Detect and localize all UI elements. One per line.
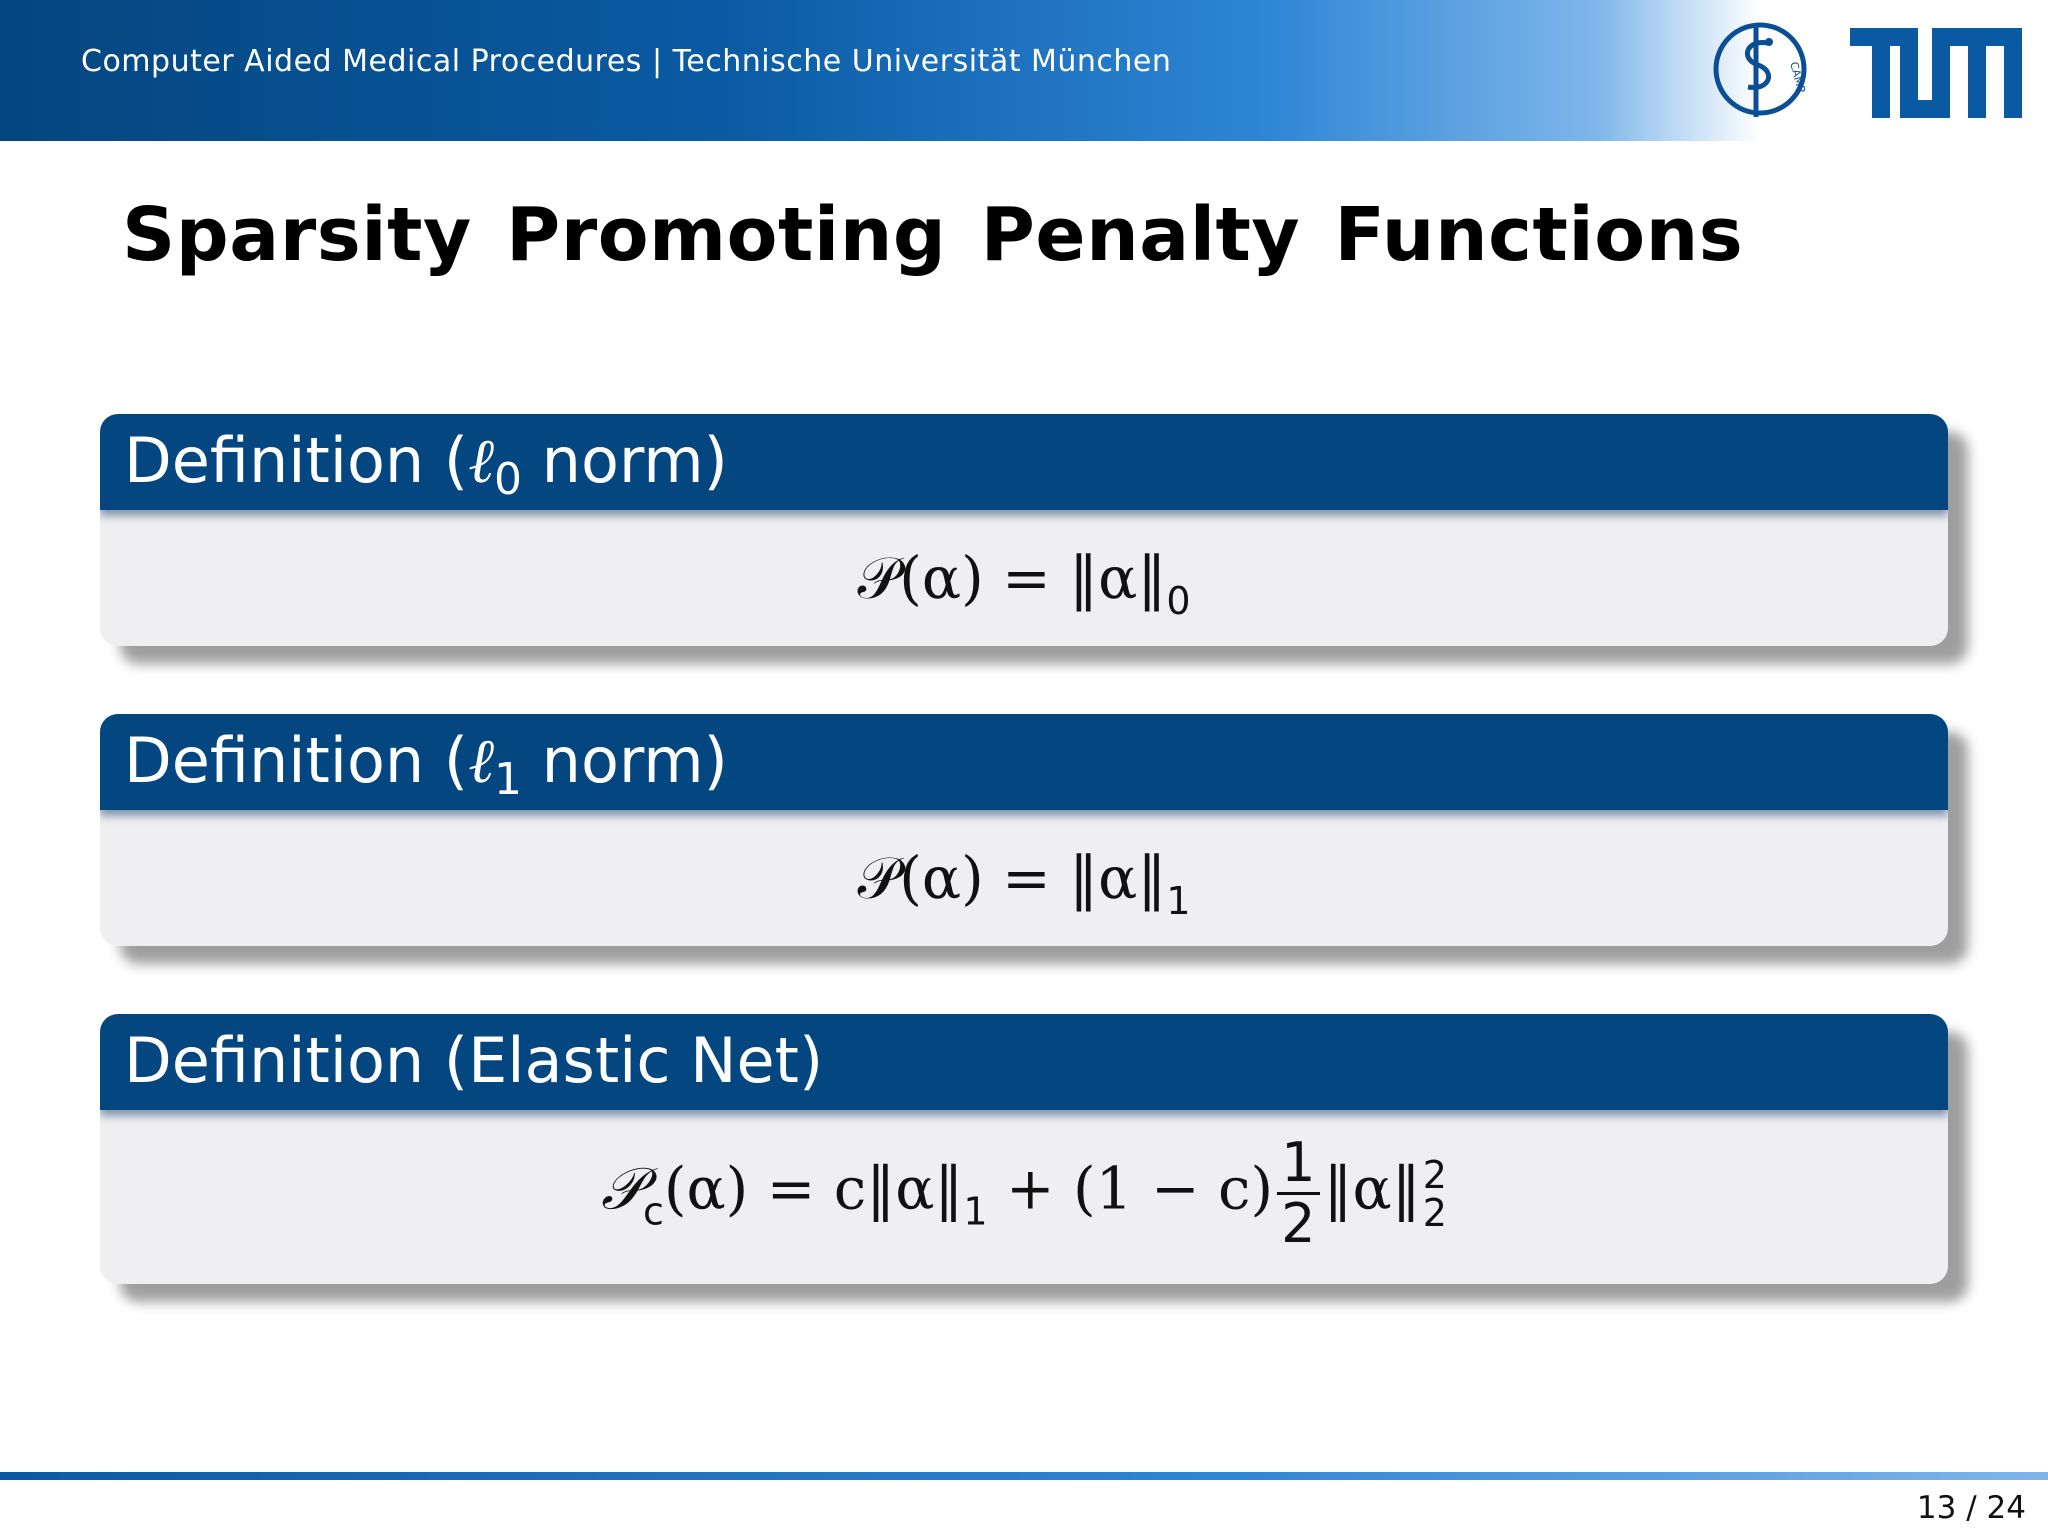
university-name: Technische Universität München xyxy=(672,44,1172,79)
institute-name: Computer Aided Medical Procedures xyxy=(81,44,642,79)
block-title: Definition (ℓ$_0$ norm) xyxy=(124,424,728,505)
header-text xyxy=(81,44,1171,79)
block-title: Definition (Elastic Net) xyxy=(124,1024,824,1097)
block-header xyxy=(100,714,1948,810)
formula-l0-norm: 𝒫(α) = $‖\alpha‖_0$ xyxy=(857,544,1191,623)
footer-line xyxy=(0,1472,2048,1480)
page-number: 13 / 24 xyxy=(1916,1490,2026,1526)
camp-logo-text: CAMP xyxy=(1787,60,1808,95)
block-header xyxy=(100,1014,1948,1110)
page-title: Sparsity Promoting Penalty Functions xyxy=(122,192,1744,278)
fraction-one-half: $\frac{1}{2}$ xyxy=(1277,1134,1319,1253)
header-separator: | xyxy=(651,44,663,79)
block-header xyxy=(100,414,1948,510)
formula-elastic-net: 𝒫$_c$(α) = $c‖\alpha‖_1 + (1 - c)$ $\frac{1}{2}$ ‖α‖ 2 2 xyxy=(601,1131,1447,1255)
block-title: Definition (ℓ$_1$ norm) xyxy=(124,724,728,805)
sup-sub-stack: 2 2 xyxy=(1422,1152,1447,1235)
header-bar xyxy=(0,0,2048,141)
definition-block-l1 xyxy=(100,714,1948,946)
camp-logo-icon xyxy=(1706,13,1814,125)
formula-l1-norm: 𝒫(α) = $‖\alpha‖_1$ xyxy=(857,844,1191,923)
definition-block-l0 xyxy=(100,414,1948,646)
definition-block-elastic-net xyxy=(100,1014,1948,1284)
tum-logo-icon xyxy=(1850,28,2022,118)
